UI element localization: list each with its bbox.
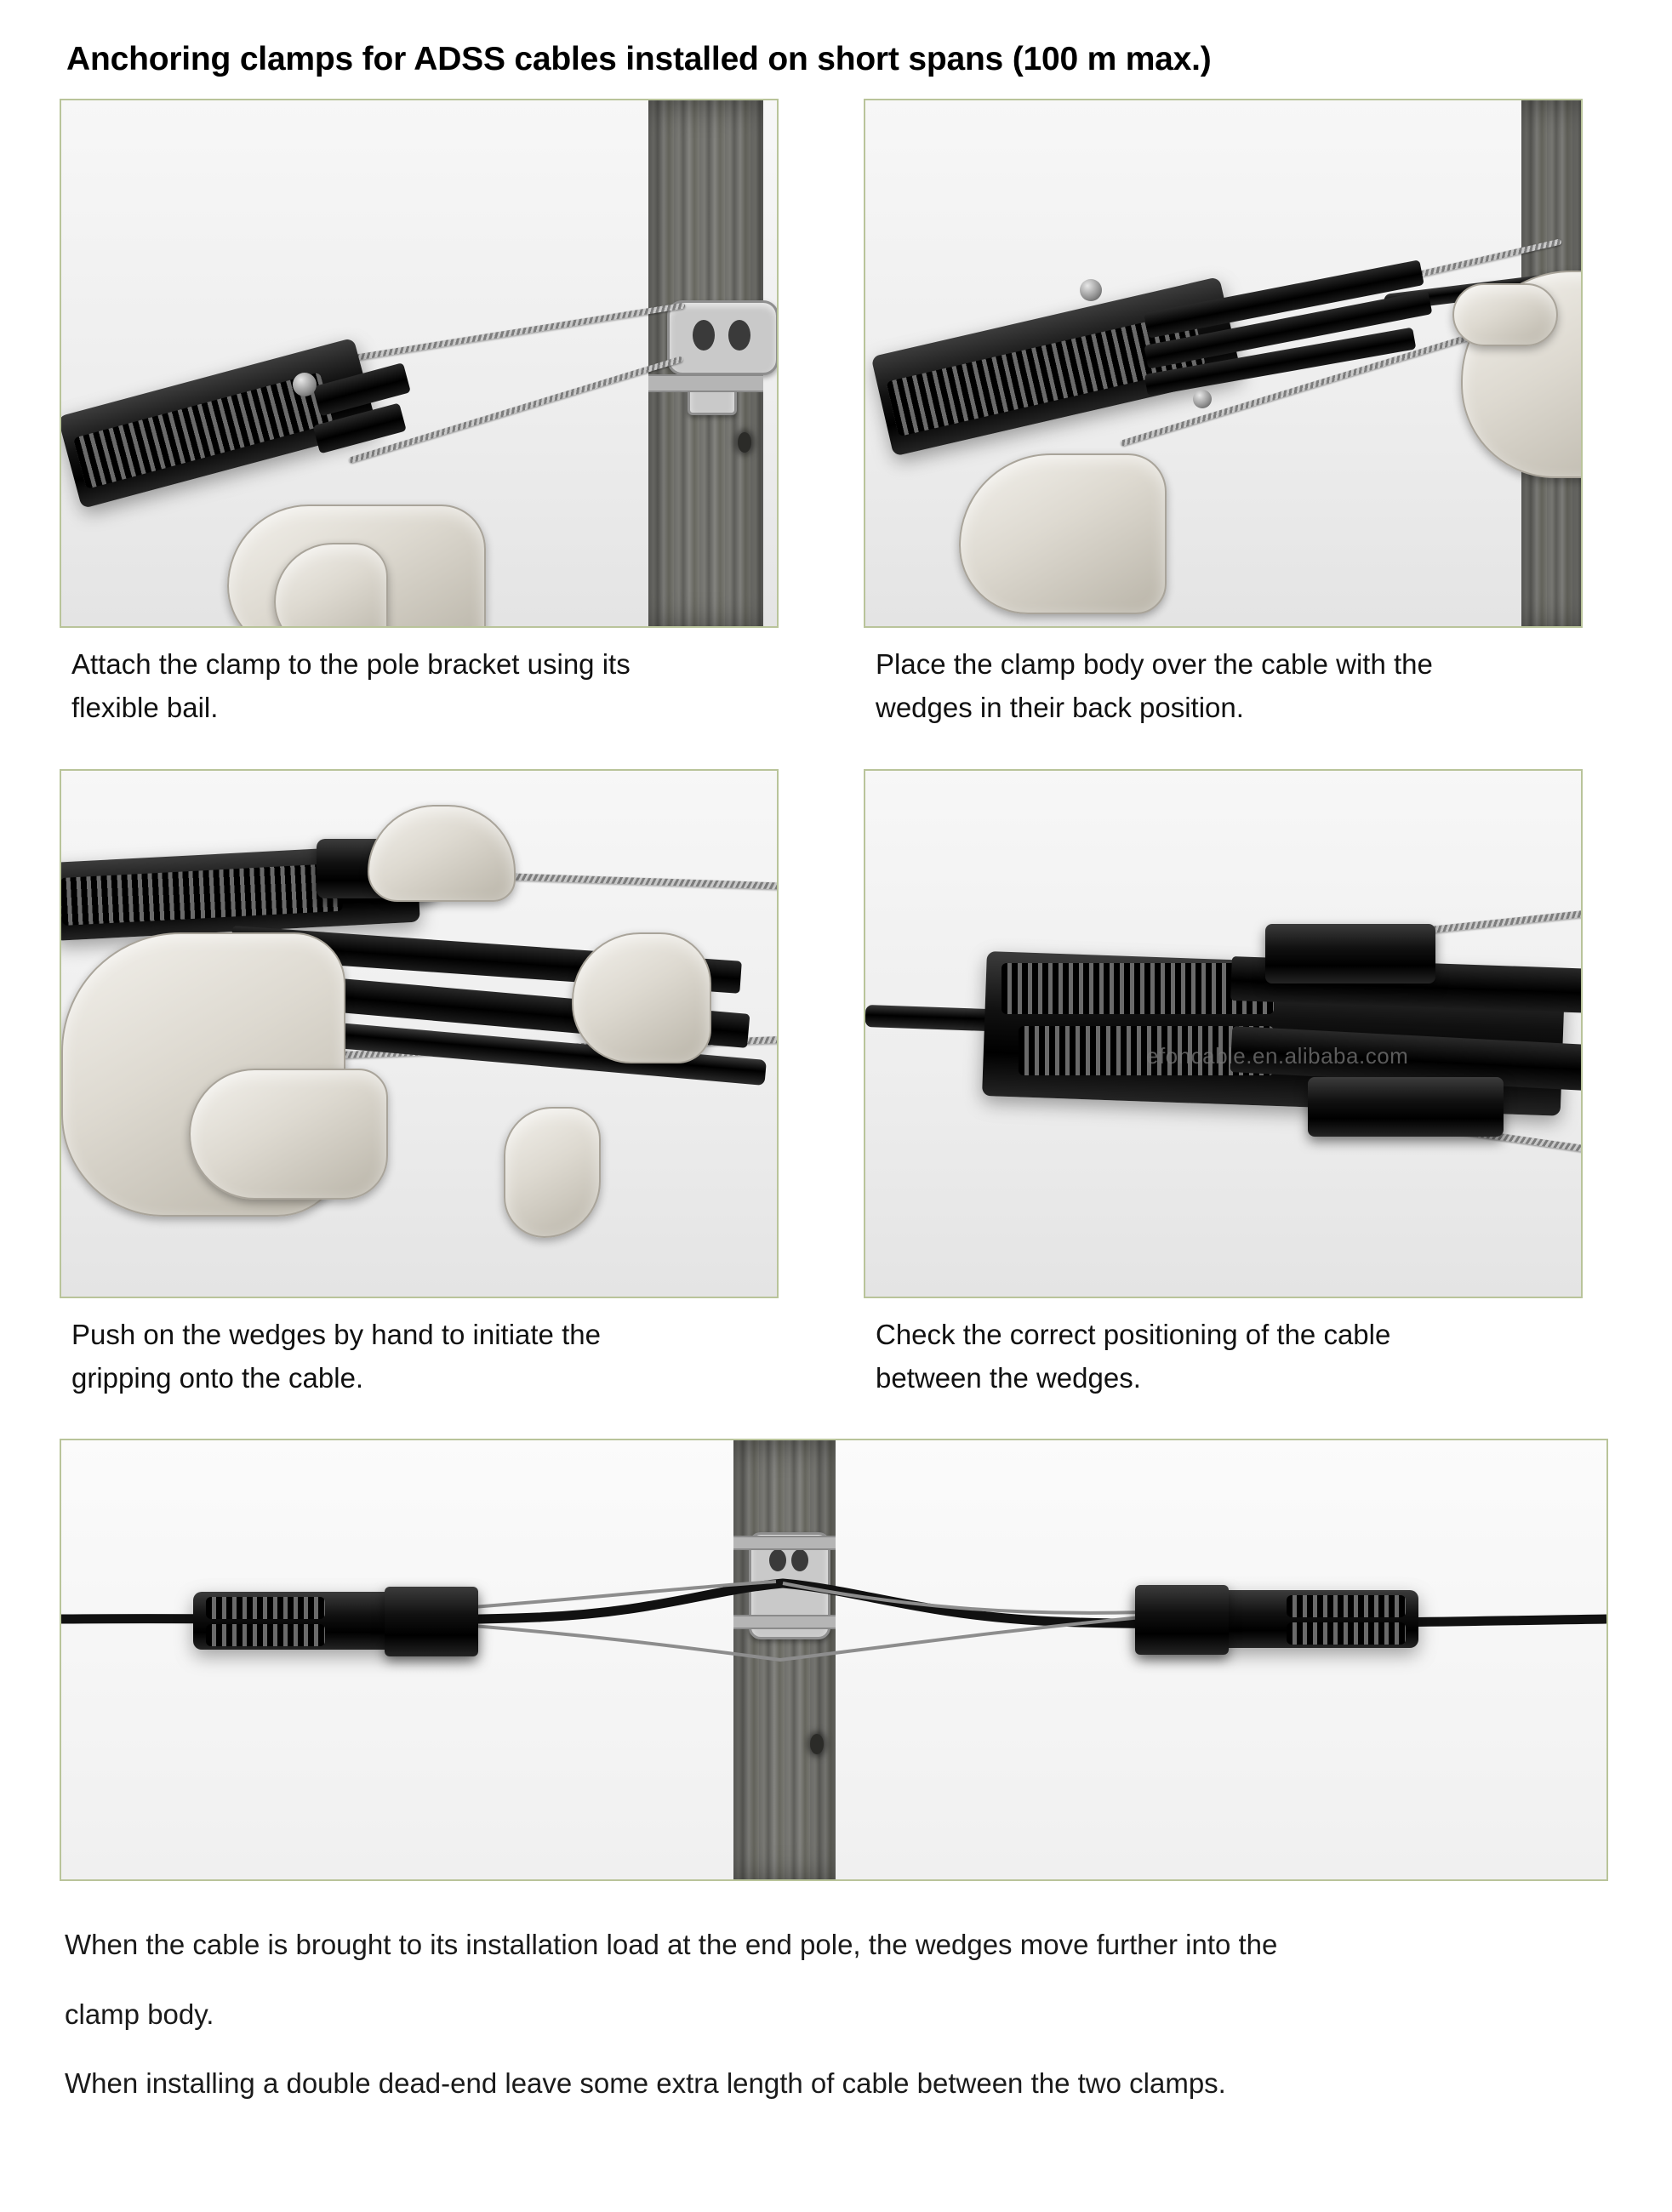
clamp-bolt-icon bbox=[1080, 279, 1102, 301]
caption-line: Place the clamp body over the cable with the bbox=[876, 648, 1433, 680]
caption-line: Push on the wedges by hand to initiate the bbox=[71, 1318, 601, 1350]
step-1-figure bbox=[60, 99, 779, 628]
glove-finger-icon bbox=[504, 1107, 601, 1238]
step-5-caption bbox=[60, 1881, 1608, 2105]
watermark-text: efoncable.en.alibaba.com bbox=[1146, 1042, 1409, 1069]
step-4 bbox=[864, 769, 1583, 1402]
step-3-caption bbox=[60, 1298, 779, 1399]
step-2 bbox=[864, 99, 1583, 732]
glove-finger-icon bbox=[1452, 283, 1558, 346]
step-4-figure bbox=[864, 769, 1583, 1298]
clamp-cap-icon bbox=[1265, 924, 1435, 983]
clamp-ribs-icon bbox=[206, 1597, 325, 1619]
bracket-hole-icon bbox=[693, 320, 715, 351]
bracket-hole-icon bbox=[728, 320, 750, 351]
caption-line: flexible bail. bbox=[71, 691, 219, 723]
clamp-ribs-icon bbox=[1287, 1595, 1406, 1617]
step-1 bbox=[60, 99, 779, 732]
step-4-caption bbox=[864, 1298, 1583, 1399]
caption-line: Check the correct positioning of the cable bbox=[876, 1318, 1391, 1350]
photo-scene-3 bbox=[61, 771, 777, 1297]
caption-line: between the wedges. bbox=[876, 1361, 1141, 1394]
caption-line: clamp body. bbox=[65, 1998, 214, 2030]
gloved-hand-icon bbox=[959, 453, 1167, 614]
glove-finger-icon bbox=[189, 1069, 388, 1200]
clamp-cap-icon bbox=[1135, 1585, 1229, 1655]
clamp-ribs-icon bbox=[206, 1624, 325, 1646]
pole-band-icon bbox=[648, 374, 763, 392]
page-title: Anchoring clamps for ADSS cables installed on short spans (100 m max.) bbox=[66, 41, 1212, 77]
clamp-ribs-icon bbox=[1287, 1622, 1406, 1645]
photo-scene-5 bbox=[61, 1440, 1606, 1879]
step-1-caption bbox=[60, 628, 779, 728]
step-5-figure bbox=[60, 1439, 1608, 1881]
step-3 bbox=[60, 769, 779, 1402]
photo-scene-4 bbox=[865, 771, 1581, 1297]
step-2-figure bbox=[864, 99, 1583, 628]
clamp-cap-icon bbox=[385, 1587, 478, 1656]
caption-line: When the cable is brought to its installation load at the end pole, the wedges move further into the bbox=[65, 1929, 1278, 1961]
glove-finger-icon bbox=[368, 805, 516, 902]
clamp-cap-icon bbox=[1308, 1077, 1504, 1137]
photo-scene-2 bbox=[865, 100, 1581, 626]
caption-line: wedges in their back position. bbox=[876, 691, 1244, 723]
caption-line: Attach the clamp to the pole bracket using its bbox=[71, 648, 631, 680]
caption-line: When installing a double dead-end leave some extra length of cable between the two clamps. bbox=[65, 2067, 1226, 2100]
step-5 bbox=[60, 1439, 1608, 2133]
pole-bracket-icon bbox=[667, 300, 779, 375]
flexible-bail-wire bbox=[348, 302, 685, 361]
caption-line: gripping onto the cable. bbox=[71, 1361, 364, 1394]
cable-span-drawing bbox=[61, 1440, 1606, 1879]
glove-finger-icon bbox=[572, 932, 711, 1063]
step-2-caption bbox=[864, 628, 1583, 728]
steps-grid bbox=[60, 99, 1612, 2133]
clamp-bolt-icon bbox=[1193, 390, 1212, 408]
clamp-bolt-icon bbox=[293, 373, 317, 396]
photo-scene-1 bbox=[61, 100, 777, 626]
pole-knot-icon bbox=[738, 432, 751, 453]
step-3-figure bbox=[60, 769, 779, 1298]
